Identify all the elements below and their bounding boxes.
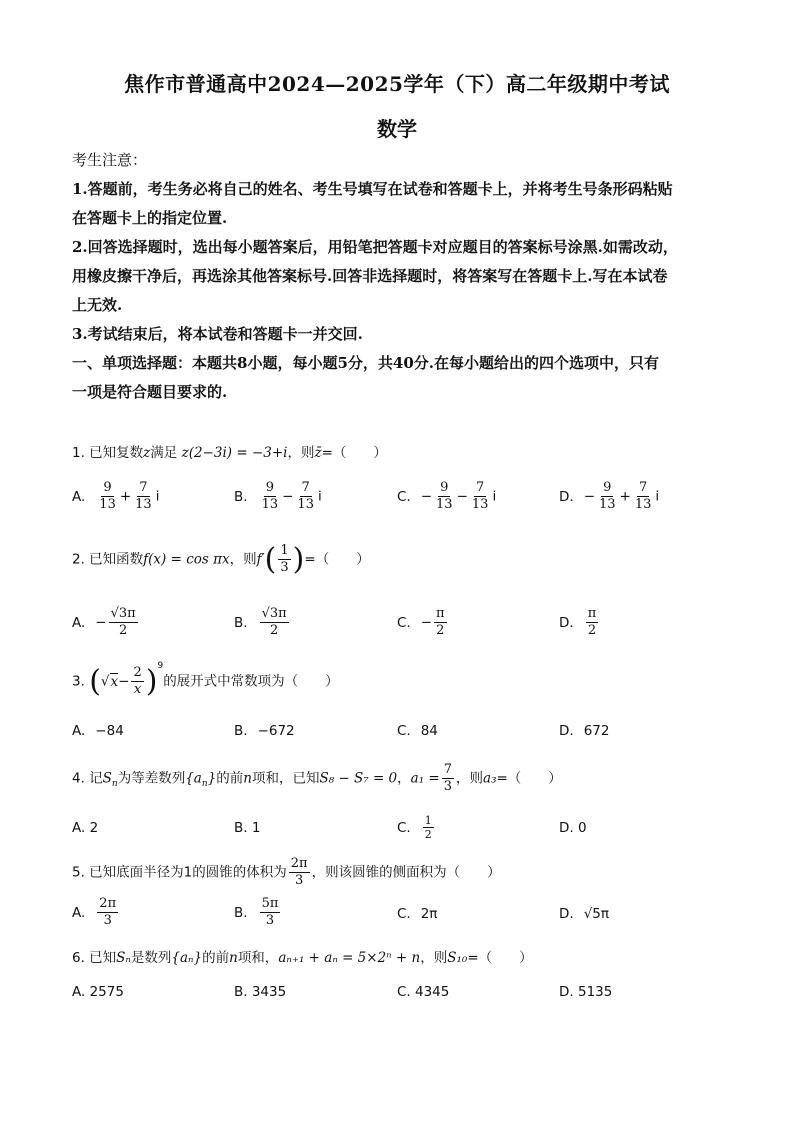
q3-minus: − bbox=[118, 673, 130, 690]
q4-option-a[interactable]: A. 2 bbox=[72, 820, 99, 836]
q1-b-i: i bbox=[317, 488, 322, 505]
q2-d-frac bbox=[586, 606, 599, 639]
q4-option-b[interactable]: B. 1 bbox=[234, 820, 261, 836]
q1-d-sign: − bbox=[583, 488, 595, 505]
q1-b-frac2 bbox=[295, 480, 316, 513]
q4-prefix: 4. 记 bbox=[72, 770, 103, 787]
q1-equation: z(2−3i) = −3+i bbox=[181, 445, 288, 461]
q4-a1-num: 7 bbox=[443, 762, 453, 777]
q4-ask: =（ ） bbox=[496, 770, 562, 787]
q3-num: 2 bbox=[133, 665, 142, 680]
section-1-line-1: 一、单项选择题：本题共8小题，每小题5分，共40分.在每小题给出的四个选项中，只有 bbox=[72, 354, 659, 372]
q2-a-num: √3π bbox=[110, 606, 136, 621]
q3-rparen: ) bbox=[145, 664, 158, 699]
exam-title: 焦作市普通高中2024—2025学年（下）高二年级期中考试 bbox=[124, 72, 670, 96]
q1-c-frac2 bbox=[470, 480, 491, 513]
q2-b-frac bbox=[260, 606, 289, 639]
q1-then: ，则 bbox=[287, 445, 315, 461]
notice-item-1-line-2: 在答题卡上的指定位置. bbox=[72, 209, 228, 227]
q5-d-label: D. bbox=[559, 906, 574, 922]
q2-b-label: B. bbox=[234, 614, 248, 631]
q5-b-frac bbox=[260, 896, 281, 929]
q4-option-d[interactable]: D. 0 bbox=[559, 820, 587, 836]
q1-a-d2: 13 bbox=[135, 497, 152, 512]
q2-b-num: √3π bbox=[261, 606, 287, 621]
q5-option-c[interactable] bbox=[397, 906, 437, 922]
q2-rparen: ) bbox=[292, 542, 305, 577]
q2-c-label: C. bbox=[397, 614, 411, 631]
q1-c-i: i bbox=[492, 488, 497, 505]
q5-option-a[interactable] bbox=[72, 896, 120, 929]
q4-condition: S₈ − S₇ = 0 bbox=[319, 770, 398, 787]
q6-recurrence: aₙ₊₁ + aₙ = 5×2ⁿ + n bbox=[278, 950, 421, 966]
q1-b-label: B. bbox=[234, 488, 248, 505]
q2-num: 1 bbox=[280, 543, 289, 558]
q3-sqrt: √x bbox=[100, 673, 119, 690]
q2-fprime: f′ bbox=[256, 551, 265, 568]
q1-c-n2: 7 bbox=[476, 480, 485, 495]
q6-sn: Sₙ bbox=[116, 950, 131, 966]
q5-frac bbox=[289, 856, 310, 889]
q6-text-3: 项和， bbox=[237, 950, 279, 966]
q4-option-c[interactable] bbox=[397, 814, 436, 841]
notice-item-3: 3.考试结束后，将本试卷和答题卡一并交回. bbox=[72, 325, 363, 343]
q3-b-label: B. bbox=[234, 723, 248, 739]
q3-a-value: −84 bbox=[95, 723, 124, 739]
q4-n: n bbox=[243, 770, 252, 787]
q1-c-op: − bbox=[456, 488, 468, 505]
q2-option-b[interactable] bbox=[234, 606, 291, 639]
q2-prefix: 2. 已知函数 bbox=[72, 551, 144, 568]
q3-option-c[interactable] bbox=[397, 723, 438, 739]
q1-b-op: − bbox=[282, 488, 294, 505]
q1-b-n2: 7 bbox=[301, 480, 310, 495]
q5-c-value: 2π bbox=[420, 906, 438, 922]
q1-b-d1: 13 bbox=[261, 497, 279, 512]
q4-an-sub: n bbox=[201, 779, 208, 790]
q1-option-b[interactable] bbox=[234, 480, 322, 513]
exam-subject: 数学 bbox=[377, 117, 417, 141]
q3-d-value: 672 bbox=[583, 723, 610, 739]
q1-d-n2: 7 bbox=[638, 480, 648, 495]
q2-c-den: 2 bbox=[436, 623, 445, 638]
q2-option-c[interactable] bbox=[397, 606, 449, 639]
notice-item-1-line-1: 1.答题前，考生务必将自己的姓名、考生号填写在试卷和答题卡上，并将考生号条形码粘贴 bbox=[72, 180, 673, 198]
q6-prefix: 6. 已知 bbox=[72, 950, 117, 966]
q6-n: n bbox=[229, 950, 238, 966]
question-3-stem bbox=[72, 661, 732, 699]
q5-a-num: 2π bbox=[99, 896, 117, 911]
q1-b-n1: 9 bbox=[265, 480, 274, 495]
section-1-line-2: 一项是符合题目要求的. bbox=[72, 383, 228, 401]
q5-num: 2π bbox=[290, 856, 308, 871]
q4-an: {a bbox=[185, 770, 202, 787]
q2-a-den: 2 bbox=[119, 623, 128, 638]
q1-d-i: i bbox=[655, 488, 660, 505]
q5-c-label: C. bbox=[397, 906, 411, 922]
q3-text: 的展开式中常数项为（ ） bbox=[163, 673, 339, 690]
notice-block bbox=[72, 146, 722, 407]
q1-d-n1: 9 bbox=[603, 480, 612, 495]
q1-a-i: i bbox=[155, 488, 160, 505]
q1-d-d2: 13 bbox=[634, 497, 652, 512]
q6-option-b[interactable]: B. 3435 bbox=[234, 984, 287, 1000]
q2-den: 3 bbox=[280, 560, 289, 575]
q5-b-den: 3 bbox=[265, 913, 275, 928]
q3-option-a[interactable] bbox=[72, 723, 124, 739]
q3-den: x bbox=[133, 682, 142, 697]
q1-d-op: + bbox=[619, 488, 631, 505]
q4-then: ，则 bbox=[456, 770, 484, 787]
q2-c-frac bbox=[434, 606, 447, 639]
q3-option-b[interactable] bbox=[234, 723, 295, 739]
q1-a-n2: 7 bbox=[139, 480, 148, 495]
q3-b-value: −672 bbox=[257, 723, 295, 739]
q1-a-n1: 9 bbox=[103, 480, 112, 495]
q1-d-frac2 bbox=[633, 480, 654, 513]
q4-c-frac bbox=[423, 814, 434, 841]
q1-b-d2: 13 bbox=[297, 497, 314, 512]
q2-then: ，则 bbox=[229, 551, 257, 568]
q5-a-label: A. bbox=[72, 904, 86, 921]
question-1-stem bbox=[72, 441, 732, 461]
notice-item-2-line-3: 上无效. bbox=[72, 296, 123, 314]
q3-lparen: ( bbox=[89, 664, 101, 699]
q3-d-label: D. bbox=[559, 723, 574, 739]
q6-an: {aₙ} bbox=[171, 950, 203, 966]
q1-option-d[interactable] bbox=[559, 480, 659, 513]
q2-option-d[interactable] bbox=[559, 606, 600, 639]
q1-ask: =（ ） bbox=[321, 445, 387, 461]
question-2-stem bbox=[72, 542, 732, 577]
q5-option-d[interactable] bbox=[559, 906, 609, 922]
q6-option-d[interactable]: D. 5135 bbox=[559, 984, 613, 1000]
notice-item-2-line-1: 2.回答选择题时，选出每小题答案后，用铅笔把答题卡对应题目的答案标号涂黑.如需改动， bbox=[72, 238, 678, 256]
notice-heading: 考生注意： bbox=[72, 151, 148, 169]
q1-a-label: A. bbox=[72, 488, 86, 505]
q3-sqrt-arg: x bbox=[110, 673, 119, 690]
q4-comma: ， bbox=[397, 770, 411, 787]
q1-d-label: D. bbox=[559, 488, 574, 505]
q4-sn: S bbox=[102, 770, 112, 787]
q5-a-den: 3 bbox=[103, 913, 112, 928]
q5-option-b[interactable] bbox=[234, 896, 282, 929]
q4-text-3: 项和，已知 bbox=[251, 770, 320, 787]
q2-d-num: π bbox=[587, 606, 597, 621]
q5-text-1: 5. 已知底面半径为1的圆锥的体积为 bbox=[72, 864, 287, 881]
q6-text-1: 是数列 bbox=[130, 950, 172, 966]
q3-option-d[interactable] bbox=[559, 723, 609, 739]
q3-a-label: A. bbox=[72, 723, 86, 739]
q3-prefix: 3. bbox=[72, 673, 85, 690]
q6-option-a[interactable]: A. 2575 bbox=[72, 984, 124, 1000]
q1-c-sign: − bbox=[420, 488, 433, 505]
q1-c-d1: 13 bbox=[436, 497, 453, 512]
q1-c-d2: 13 bbox=[471, 497, 489, 512]
q4-a1-frac bbox=[442, 762, 454, 795]
q2-b-den: 2 bbox=[269, 623, 279, 638]
q1-a-frac2 bbox=[133, 480, 154, 513]
q4-a1: a₁ = bbox=[410, 770, 440, 787]
q4-c-label: C. bbox=[397, 819, 411, 836]
q2-d-den: 2 bbox=[587, 623, 597, 638]
q2-a-label: A. bbox=[72, 614, 86, 631]
q2-option-a[interactable] bbox=[72, 606, 140, 639]
q2-a-sign: − bbox=[95, 614, 107, 631]
q2-c-num: π bbox=[436, 606, 445, 621]
q2-c-sign: − bbox=[420, 614, 433, 631]
q1-c-n1: 9 bbox=[440, 480, 449, 495]
q2-function: f(x) = cos πx bbox=[143, 551, 230, 568]
q4-an-close: } bbox=[207, 770, 217, 787]
q6-then: ，则 bbox=[420, 950, 448, 966]
q4-a1-den: 3 bbox=[443, 779, 453, 794]
q1-var: z bbox=[143, 445, 151, 461]
q2-d-label: D. bbox=[559, 614, 574, 631]
q6-ask: =（ ） bbox=[467, 950, 533, 966]
q1-a-op: + bbox=[119, 488, 132, 505]
q3-exponent: 9 bbox=[157, 661, 164, 671]
q1-d-d1: 13 bbox=[599, 497, 616, 512]
q6-s10: S₁₀ bbox=[447, 950, 468, 966]
q2-frac bbox=[278, 543, 290, 576]
q4-a3: a₃ bbox=[483, 770, 497, 787]
q4-c-num: 1 bbox=[424, 814, 432, 827]
q1-option-c[interactable] bbox=[397, 480, 496, 513]
q2-ask: =（ ） bbox=[304, 551, 370, 568]
q5-a-frac bbox=[97, 896, 118, 929]
q4-sn-sub: n bbox=[111, 779, 118, 790]
q1-prefix: 1. 已知复数 bbox=[72, 445, 144, 461]
q5-d-value: √5π bbox=[583, 906, 610, 922]
q6-text-2: 的前 bbox=[202, 950, 230, 966]
q5-text-2: ，则该圆锥的侧面积为（ ） bbox=[311, 864, 501, 881]
q1-a-frac1 bbox=[97, 480, 118, 513]
q1-d-frac1 bbox=[597, 480, 618, 513]
question-5-stem bbox=[72, 856, 732, 889]
q5-b-label: B. bbox=[234, 904, 248, 921]
q6-option-c[interactable]: C. 4345 bbox=[397, 984, 450, 1000]
q1-c-frac1 bbox=[434, 480, 455, 513]
q5-b-num: 5π bbox=[261, 896, 279, 911]
q1-b-frac1 bbox=[260, 480, 281, 513]
q1-zbar: z̄ bbox=[314, 445, 322, 461]
q4-text-2: 的前 bbox=[216, 770, 244, 787]
q1-a-d1: 13 bbox=[99, 497, 116, 512]
q1-c-label: C. bbox=[397, 488, 411, 505]
q3-c-value: 84 bbox=[420, 723, 438, 739]
q3-frac bbox=[131, 665, 143, 698]
q2-lparen: ( bbox=[264, 542, 277, 577]
q5-den: 3 bbox=[295, 873, 304, 888]
q2-a-frac bbox=[109, 606, 138, 639]
q4-c-den: 2 bbox=[424, 828, 432, 841]
q1-mid: 满足 bbox=[150, 445, 178, 461]
question-4-stem bbox=[72, 762, 732, 795]
notice-item-2-line-2: 用橡皮擦干净后，再选涂其他答案标号.回答非选择题时，将答案写在答题卡上.写在本试卷 bbox=[72, 267, 668, 285]
q3-c-label: C. bbox=[397, 723, 411, 739]
q1-option-a[interactable] bbox=[72, 480, 159, 513]
question-6-stem bbox=[72, 946, 732, 966]
q4-text-1: 为等差数列 bbox=[117, 770, 186, 787]
